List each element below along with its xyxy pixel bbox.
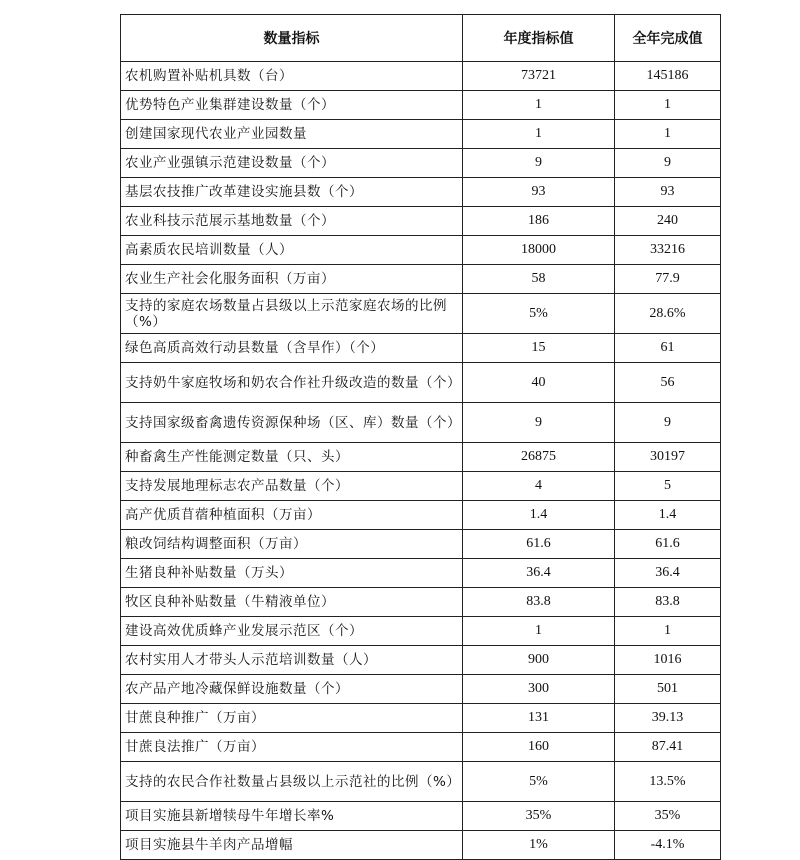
metrics-table [120,14,721,860]
annual-target-cell: 186 [463,207,615,236]
annual-target-cell: 26875 [463,443,615,472]
table-row [121,530,721,559]
metric-name-cell: 生猪良种补贴数量（万头） [121,559,463,588]
full-year-actual-cell: 13.5% [615,762,721,802]
metric-name-cell: 支持的农民合作社数量占县级以上示范社的比例（%） [121,762,463,802]
metric-name-cell: 农产品产地冷藏保鲜设施数量（个） [121,675,463,704]
header-metric: 数量指标 [121,15,463,62]
full-year-actual-cell: 28.6% [615,294,721,334]
table-row [121,403,721,443]
table-row [121,334,721,363]
metric-name-cell: 基层农技推广改革建设实施县数（个） [121,178,463,207]
full-year-actual-cell: 1 [615,91,721,120]
annual-target-cell: 58 [463,265,615,294]
table-row [121,802,721,831]
metric-name-cell: 农业生产社会化服务面积（万亩） [121,265,463,294]
full-year-actual-cell: 1016 [615,646,721,675]
table-row [121,120,721,149]
full-year-actual-cell: 93 [615,178,721,207]
table-row [121,363,721,403]
annual-target-cell: 1 [463,617,615,646]
full-year-actual-cell: 30197 [615,443,721,472]
metric-name-cell: 创建国家现代农业产业园数量 [121,120,463,149]
metric-name-cell: 建设高效优质蜂产业发展示范区（个） [121,617,463,646]
table-row [121,62,721,91]
annual-target-cell: 4 [463,472,615,501]
metric-name-cell: 甘蔗良种推广（万亩） [121,704,463,733]
annual-target-cell: 1 [463,91,615,120]
header-full-year-actual: 全年完成值 [615,15,721,62]
annual-target-cell: 1.4 [463,501,615,530]
table-row [121,265,721,294]
metric-name-cell: 优势特色产业集群建设数量（个） [121,91,463,120]
full-year-actual-cell: 61.6 [615,530,721,559]
table-row [121,733,721,762]
metric-name-cell: 支持发展地理标志农产品数量（个） [121,472,463,501]
metric-name-cell: 种畜禽生产性能测定数量（只、头） [121,443,463,472]
metric-name-cell: 绿色高质高效行动县数量（含旱作）（个） [121,334,463,363]
metric-name-cell: 项目实施县牛羊肉产品增幅 [121,831,463,860]
metric-name-cell: 粮改饲结构调整面积（万亩） [121,530,463,559]
full-year-actual-cell: 1.4 [615,501,721,530]
table-row [121,704,721,733]
full-year-actual-cell: 1 [615,617,721,646]
full-year-actual-cell: 145186 [615,62,721,91]
full-year-actual-cell: 9 [615,149,721,178]
table-row [121,617,721,646]
annual-target-cell: 900 [463,646,615,675]
full-year-actual-cell: 56 [615,363,721,403]
table-row [121,588,721,617]
annual-target-cell: 1% [463,831,615,860]
metric-name-cell: 农机购置补贴机具数（台） [121,62,463,91]
table-row [121,831,721,860]
annual-target-cell: 18000 [463,236,615,265]
full-year-actual-cell: 35% [615,802,721,831]
annual-target-cell: 35% [463,802,615,831]
header-annual-target: 年度指标值 [463,15,615,62]
table-row [121,762,721,802]
annual-target-cell: 36.4 [463,559,615,588]
metric-name-cell: 支持奶牛家庭牧场和奶农合作社升级改造的数量（个） [121,363,463,403]
annual-target-cell: 83.8 [463,588,615,617]
table-body [121,62,721,860]
full-year-actual-cell: 39.13 [615,704,721,733]
table-row [121,149,721,178]
annual-target-cell: 131 [463,704,615,733]
metric-name-cell: 农村实用人才带头人示范培训数量（人） [121,646,463,675]
annual-target-cell: 5% [463,294,615,334]
header-row [121,15,721,62]
table-row [121,501,721,530]
table-row [121,559,721,588]
annual-target-cell: 9 [463,149,615,178]
full-year-actual-cell: -4.1% [615,831,721,860]
annual-target-cell: 15 [463,334,615,363]
table-row [121,178,721,207]
full-year-actual-cell: 9 [615,403,721,443]
metric-name-cell: 支持国家级畜禽遗传资源保种场（区、库）数量（个） [121,403,463,443]
table-row [121,207,721,236]
metric-name-cell: 农业科技示范展示基地数量（个） [121,207,463,236]
metric-name-cell: 农业产业强镇示范建设数量（个） [121,149,463,178]
annual-target-cell: 1 [463,120,615,149]
table-row [121,472,721,501]
full-year-actual-cell: 33216 [615,236,721,265]
full-year-actual-cell: 36.4 [615,559,721,588]
metric-name-cell: 高产优质苜蓿种植面积（万亩） [121,501,463,530]
table-row [121,294,721,334]
full-year-actual-cell: 5 [615,472,721,501]
annual-target-cell: 9 [463,403,615,443]
table-row [121,646,721,675]
annual-target-cell: 61.6 [463,530,615,559]
full-year-actual-cell: 83.8 [615,588,721,617]
annual-target-cell: 160 [463,733,615,762]
metric-name-cell: 甘蔗良法推广（万亩） [121,733,463,762]
full-year-actual-cell: 240 [615,207,721,236]
table-row [121,443,721,472]
annual-target-cell: 93 [463,178,615,207]
full-year-actual-cell: 1 [615,120,721,149]
metric-name-cell: 项目实施县新增犊母牛年增长率% [121,802,463,831]
metric-name-cell: 牧区良种补贴数量（牛精液单位） [121,588,463,617]
table-row [121,236,721,265]
table-row [121,91,721,120]
annual-target-cell: 40 [463,363,615,403]
annual-target-cell: 300 [463,675,615,704]
full-year-actual-cell: 87.41 [615,733,721,762]
full-year-actual-cell: 501 [615,675,721,704]
annual-target-cell: 73721 [463,62,615,91]
metric-name-cell: 高素质农民培训数量（人） [121,236,463,265]
full-year-actual-cell: 77.9 [615,265,721,294]
annual-target-cell: 5% [463,762,615,802]
full-year-actual-cell: 61 [615,334,721,363]
metric-name-cell: 支持的家庭农场数量占县级以上示范家庭农场的比例（%） [121,294,463,334]
table-row [121,675,721,704]
